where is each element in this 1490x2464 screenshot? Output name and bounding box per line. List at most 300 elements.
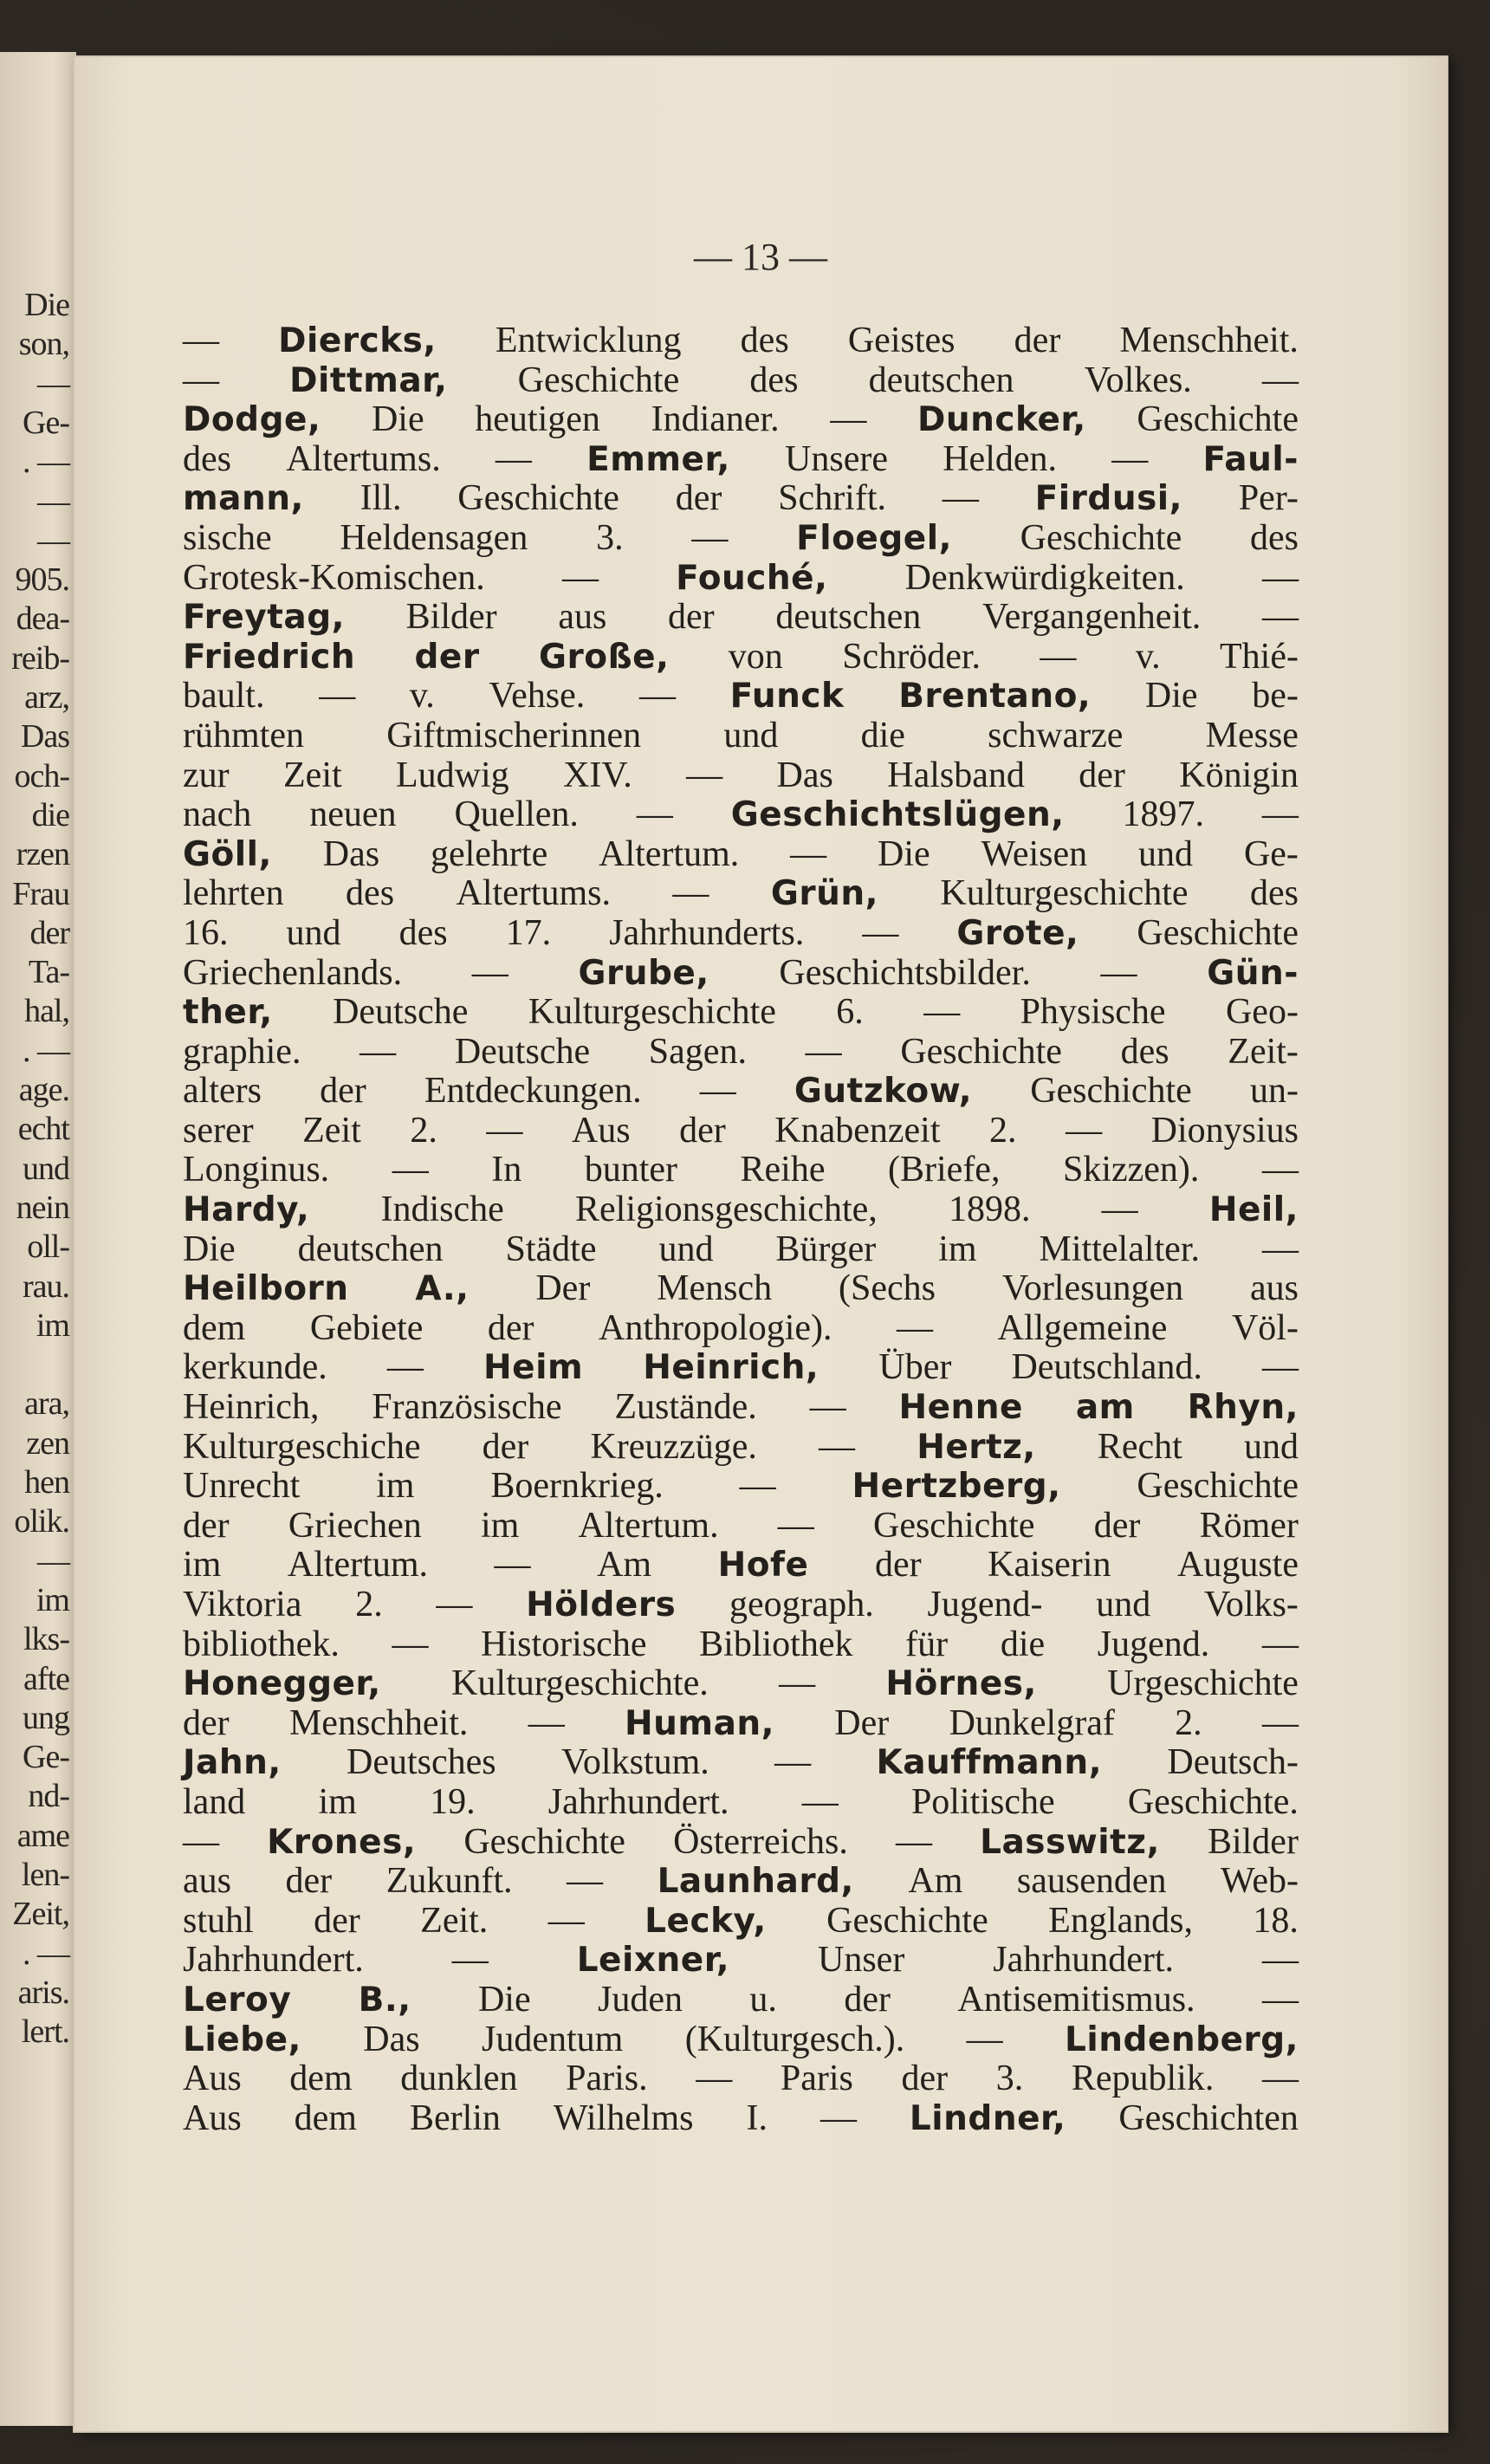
word: Paris [780,2059,853,2099]
word: Mensch [657,1268,773,1309]
word: Geschichte [1137,399,1299,440]
entry-author: Hörnes, [885,1664,1037,1704]
word: v. [409,676,435,717]
word: — [862,912,899,953]
word: kerkunde. [183,1347,327,1388]
word: graphie. [183,1031,301,1072]
word [578,954,709,994]
left-page-fragment: ung [23,1699,69,1736]
word [278,321,437,361]
word [183,479,304,519]
word: serer [183,1110,254,1151]
word: — [1100,952,1137,993]
text-line [183,1743,1299,1783]
word: Grotesk-Komischen. [183,557,485,598]
word: Der [535,1268,591,1309]
word: — [777,1505,814,1546]
word: (Sechs [839,1268,936,1309]
entry-author: Jahn, [183,1743,282,1783]
word: gelehrte [430,833,548,874]
word: des [1249,517,1299,558]
word: Halsband [887,755,1025,795]
left-page-fragment: im [36,1581,69,1618]
word: Geistes [847,321,956,360]
word: — [1261,1702,1299,1743]
word: die [1000,1624,1046,1664]
entry-author: Lindner, [909,2098,1066,2138]
word [876,1743,1102,1783]
word: Römer [1199,1505,1299,1546]
word: Griechen [288,1505,422,1546]
word: — [360,1031,397,1072]
word: aus [1249,1268,1299,1309]
word: Skizzen). [1062,1150,1200,1190]
word [1207,954,1299,994]
word: Die [477,1979,531,2020]
word: — [1262,1347,1299,1388]
entry-author: B., [358,1980,411,2020]
entry-author: Lasswitz, [980,1822,1160,1862]
text-line [183,835,1299,875]
entry-author: am [1075,1388,1135,1428]
text-line [183,1664,1299,1704]
word: Die [371,399,424,440]
word: — [739,1466,776,1507]
word: Gebiete [309,1307,424,1348]
word: nach [183,794,252,835]
left-page-fragment: . — [23,1935,69,1972]
text-line [183,1112,1299,1151]
word [1188,1388,1299,1428]
word [718,1546,809,1585]
word: land [183,1781,246,1822]
text-line [183,2020,1299,2060]
word: Antisemitismus. [957,1979,1195,2020]
word: Bilder [1207,1821,1299,1862]
entry-author: ther, [183,993,273,1033]
left-page-fragment: son, [18,326,69,363]
word: Königin [1179,755,1299,795]
left-page-fragment: . — [23,444,69,481]
word: der [183,1702,230,1743]
catalog-text [183,321,1299,2138]
entry-author: Hertz, [917,1427,1036,1467]
left-page-fragment: rau. [22,1268,69,1305]
word: Helden. [943,438,1058,479]
word: Griechenlands. [183,952,403,993]
entry-author: Lindenberg, [1065,2020,1299,2059]
left-page-fragment: nd- [28,1778,69,1815]
word: — [1261,597,1299,638]
word: Zeit. [420,1900,489,1941]
left-page-fragment: lert. [21,2013,69,2051]
entry-author: Lecky, [645,1901,767,1941]
word [645,1902,767,1942]
word: Jugend. [1097,1624,1210,1664]
word: Jahrhundert. [993,1940,1175,1981]
left-page-fragment: olik. [14,1503,69,1540]
word: alters [183,1071,262,1112]
word: Geschichte. [1127,1781,1299,1822]
word: — [805,1031,842,1072]
text-line [183,1388,1299,1428]
entry-author: Hölders [526,1585,677,1624]
word: Anthropologie). [599,1307,832,1348]
word: Thié- [1220,636,1299,677]
entry-author: Fouché, [676,558,828,598]
left-page-fragment: — [37,522,69,559]
left-page-fragment: och- [14,757,69,794]
word: Auguste [1177,1545,1299,1585]
text-line [183,1151,1299,1190]
word: Am [597,1545,652,1585]
word: Politische [910,1781,1055,1822]
word [852,1467,1061,1507]
word: Entwicklung [495,321,682,360]
word: Deutsches [347,1742,496,1783]
word: Zustände. [614,1387,757,1428]
left-page-fragment: Die [24,287,69,323]
word: Web- [1221,1861,1299,1902]
word: Kaiserin [988,1545,1111,1585]
word [183,400,321,440]
word: — [1261,1150,1299,1190]
word: des [1120,1031,1169,1072]
word: Geschichte [1137,1466,1299,1507]
word: Zeit [302,1110,361,1151]
word: Vorlesungen [1001,1268,1184,1309]
entry-author: Funck [729,677,845,717]
word [539,638,669,678]
entry-author: Heilborn [183,1269,349,1309]
word [415,1269,469,1309]
word: Messe [1205,715,1299,755]
word: Juden [598,1979,683,2020]
word: — [638,676,676,717]
word: Das [322,833,380,874]
left-page-fragment: rzen [16,836,69,873]
text-line [183,1823,1299,1863]
word: — [392,1624,429,1664]
left-page-fragment: nein [16,1189,69,1226]
word: Völ- [1231,1307,1299,1348]
word: Geschichte [457,478,619,519]
entry-author: Human, [625,1703,774,1743]
word: im [480,1505,520,1546]
text-line [183,1467,1299,1507]
word: — [1066,1110,1103,1151]
word: Ludwig [396,755,509,795]
word [577,1941,729,1981]
entry-author: Gutzkow, [794,1072,973,1112]
left-page-fragment: . — [23,1032,69,1069]
word: — [1261,2059,1299,2099]
word: der [487,1307,534,1348]
word: Dionysius [1150,1110,1299,1151]
word: des [346,873,395,914]
left-page-fragment: arz, [24,679,69,716]
entry-author: Firdusi, [1034,479,1182,519]
word: Dunkelgraf [949,1702,1115,1743]
word [183,2020,301,2060]
word: bibliothek. [183,1624,340,1664]
word: Altertums. [456,873,611,914]
entry-author: Leroy [183,1980,292,2020]
entry-author: Hardy, [183,1190,310,1230]
word [183,835,272,875]
word [917,400,1086,440]
word: deutschen [775,597,922,638]
word: Deutschland. [1011,1347,1202,1388]
left-page-fragment: Das [20,718,69,755]
word: Die [878,833,930,874]
left-page-fragment: ara, [24,1385,69,1423]
word: — [1111,438,1149,479]
word: Das [363,2019,420,2059]
word: — [686,755,723,795]
word: zur [183,755,230,795]
word: — [819,1426,856,1467]
word: — [528,1702,565,1743]
entry-author: Henne [898,1388,1024,1428]
word: Aus [183,2098,242,2138]
word: — [699,1071,736,1112]
left-page-fragment: aris. [17,1974,69,2011]
word: — [779,1663,816,1704]
text-line [183,1981,1299,2020]
word: Geschichten [1118,2098,1299,2138]
word [183,1743,282,1783]
word [183,598,345,638]
word: im [938,1229,977,1269]
word: für [905,1624,949,1664]
word [1209,1190,1299,1230]
word: Deutsch- [1167,1742,1299,1783]
entry-author: Liebe, [183,2020,301,2059]
left-page-fragment: hen [24,1464,69,1501]
word: Indianer. [651,399,780,440]
word [483,1348,583,1388]
word: Unrecht [183,1466,301,1507]
word: im [318,1781,357,1822]
word: Geschichte [900,1031,1062,1072]
word: Boernkrieg. [490,1466,664,1507]
word: und [658,1229,714,1269]
word: des [1249,873,1299,914]
left-page-fragment: echt [17,1111,69,1148]
text-line [183,598,1299,638]
word: Allgemeine [997,1307,1168,1348]
text-line [183,1507,1299,1546]
left-page-fragment: hal, [24,993,69,1030]
word [1065,2020,1299,2060]
text-line [183,1546,1299,1585]
word: dunklen [400,2059,518,2099]
word: Der [834,1702,890,1743]
word [183,1664,381,1704]
word: 19. [430,1781,476,1822]
word: Menschheit. [288,1702,469,1743]
word: Berlin [409,2098,501,2138]
word: be- [1252,676,1299,717]
text-line [183,559,1299,599]
word [980,1823,1160,1863]
word: der [675,478,722,519]
word: — [319,676,356,717]
word: Aus [571,1110,631,1151]
word [794,1072,972,1112]
left-page-edge [0,52,76,2426]
word: der [482,1426,529,1467]
word: Altertums. [286,438,441,479]
word: Religionsgeschichte, [575,1190,878,1230]
word: Quellen. [454,794,579,835]
entry-author: Hertzberg, [852,1467,1061,1507]
word: die [860,715,905,755]
word: 18. [1253,1900,1299,1941]
text-line [183,795,1299,835]
text-line [183,874,1299,914]
text-line [183,1585,1299,1625]
word: Geschichte [463,1821,625,1862]
word: — [561,557,599,598]
word: der [901,2059,949,2099]
word: 1897. [1122,794,1204,835]
word: deutschen [297,1229,444,1269]
left-page-fragment: und [23,1150,69,1187]
word: Geschichtsbilder. [779,952,1031,993]
text-line [183,993,1299,1033]
word: Deutsche [454,1031,591,1072]
word: dem [294,2098,357,2138]
word: Deutsche [333,992,469,1033]
word: — [495,438,532,479]
entry-author: Freytag, [183,598,345,638]
entry-author: Heim [483,1348,584,1388]
word: Per- [1238,478,1299,519]
word: Republik. [1071,2059,1215,2099]
word [586,440,730,480]
word [625,1704,774,1744]
word: un- [1249,1071,1299,1112]
word: und [1096,1585,1151,1624]
left-page-fragment: oll- [27,1229,69,1266]
word: 17. [505,912,552,953]
left-page-fragment: ame [16,1817,69,1854]
word: Französische [372,1387,562,1428]
word: — [486,1110,523,1151]
text-line [183,400,1299,440]
left-page-fragment: — [37,483,69,520]
word: Volkes. [1084,360,1192,400]
text-line [183,1309,1299,1349]
word: — [1261,794,1299,835]
word: XIV. [563,755,632,795]
word: — [1101,1190,1138,1230]
word: Geschichte [826,1900,988,1941]
word: Kreuzzüge. [590,1426,757,1467]
word: lehrten [183,873,284,914]
word: Aus [183,2059,242,2099]
word: — [183,1821,219,1862]
word [731,795,1065,835]
word: Das [776,755,833,795]
word: Geschichte [1020,517,1182,558]
left-page-fragment: Ge- [23,1739,69,1776]
word: Bibliothek [699,1624,853,1664]
entry-author: Honegger, [183,1664,381,1704]
word: Ill. [360,478,402,519]
entry-author: Heil, [1208,1190,1299,1230]
word: Reihe [740,1150,826,1190]
entry-author: Grube, [578,953,709,993]
word: Städte [505,1229,597,1269]
word [1202,440,1299,480]
word [526,1585,676,1625]
word: Denkwürdigkeiten. [904,557,1185,598]
word: sische [183,517,272,558]
word: — [809,1387,846,1428]
word: der [844,1979,891,2020]
word: Zukunft. [385,1861,513,1902]
word: Volks- [1203,1585,1299,1624]
word [183,993,273,1033]
word: rühmten [183,715,304,755]
word: Zeit- [1228,1031,1299,1072]
word: (Briefe, [888,1150,1001,1190]
word: Geschichte [517,360,680,400]
word: — [386,1347,424,1388]
word [183,1981,291,2020]
word: u. [749,1979,777,2020]
word [183,638,355,678]
word: Schrift. [778,478,886,519]
word: Sagen. [648,1031,747,1072]
entry-author: A., [415,1269,470,1309]
text-line [183,1862,1299,1902]
entry-author: Geschichtslügen, [730,795,1065,835]
entry-author: Dodge, [183,400,321,440]
word: Knabenzeit [774,1110,941,1151]
entry-author: der [414,637,480,677]
text-line [183,1704,1299,1744]
entry-author: Grün, [770,874,878,914]
word: der [320,1071,366,1112]
word: — [636,794,673,835]
word: Heinrich, [183,1387,320,1428]
text-line [183,1902,1299,1942]
entry-author: Leixner, [576,1941,730,1981]
word: Longinus. [183,1150,330,1190]
word: — [897,1307,933,1348]
word: — [820,2098,857,2138]
left-page-fragment: len- [21,1857,69,1893]
word: — [183,360,219,400]
text-line [183,2099,1299,2139]
text-line [183,321,1299,361]
entry-author: Faul- [1202,439,1299,479]
left-page-fragment: Ta- [28,954,69,991]
text-line [183,1941,1299,1981]
text-line [183,954,1299,994]
word [771,874,878,914]
book-page [74,57,1447,2431]
left-page-fragment: Ge- [23,404,69,441]
word: — [774,1742,812,1783]
entry-author: Gün- [1207,953,1299,993]
word [730,677,845,717]
word: und [286,912,341,953]
